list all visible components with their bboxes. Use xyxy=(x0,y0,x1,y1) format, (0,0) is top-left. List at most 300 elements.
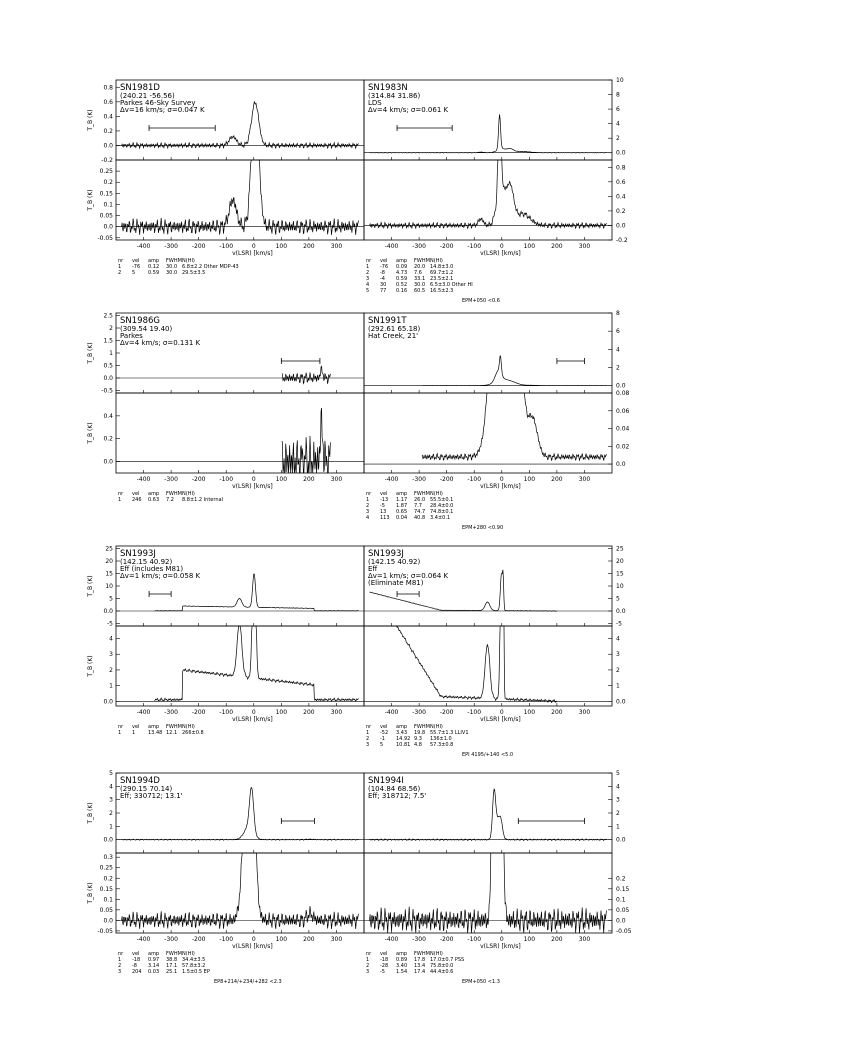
x-tick-label: -200 xyxy=(191,476,206,483)
x-axis-label: v(LSR) [km/s] xyxy=(232,250,273,257)
y-tick-label: 2 xyxy=(616,810,620,817)
spectrum-line xyxy=(422,393,607,461)
table-cell: 20.0 xyxy=(414,264,426,270)
table-header-cell: amp xyxy=(396,724,408,730)
table-cell: 13.48 xyxy=(148,730,163,736)
spectrum-line xyxy=(155,626,359,701)
y-tick-label: -0.2 xyxy=(616,237,628,244)
table-cell: 14.8±3.0 xyxy=(430,264,454,270)
y-tick-label: 15 xyxy=(616,570,624,578)
x-tick-label: 300 xyxy=(578,709,591,716)
y-tick-label: 0.1 xyxy=(103,896,113,904)
x-tick-label: -200 xyxy=(439,936,454,943)
table-cell: 2 xyxy=(366,503,370,509)
x-tick-label: -400 xyxy=(136,243,151,250)
spectrum-panel xyxy=(364,770,632,985)
table-cell: 23.5±2.1 xyxy=(430,276,454,282)
x-tick-label: 0 xyxy=(499,936,504,943)
table-cell: 0.03 xyxy=(148,969,160,975)
table-cell: 29.5±3.5 xyxy=(182,270,206,276)
table-cell: 16.5±2.3 xyxy=(430,288,454,294)
x-axis-label: v(LSR) [km/s] xyxy=(232,483,273,490)
table-cell: 74.7 xyxy=(414,509,426,515)
table-header-cell: nr xyxy=(118,724,124,730)
x-tick-label: 100 xyxy=(275,243,288,250)
y-tick-label: 0.0 xyxy=(103,917,113,925)
spectrum-line xyxy=(282,408,331,473)
table-header-cell: vel xyxy=(132,491,140,497)
table-header-cell: N(HI) xyxy=(182,724,195,730)
table-cell: 3.14 xyxy=(148,963,160,969)
table-cell: 17.4 xyxy=(414,969,426,975)
x-axis-label: v(LSR) [km/s] xyxy=(480,250,521,257)
y-tick-label: 2 xyxy=(616,364,620,372)
y-tick-label: 0.0 xyxy=(616,461,626,469)
x-tick-label: -400 xyxy=(136,936,151,943)
table-header-cell: nr xyxy=(366,491,372,497)
panel-info-line: (142.15 40.92) xyxy=(120,558,173,566)
table-cell: 1 xyxy=(118,957,122,963)
y-tick-label: 25 xyxy=(105,545,113,553)
y-tick-label: 0.15 xyxy=(616,885,630,893)
y-tick-label: 0.4 xyxy=(103,113,113,121)
y-tick-label: 0.25 xyxy=(99,168,113,176)
table-cell: 0.04 xyxy=(396,515,408,521)
x-tick-label: -300 xyxy=(412,243,426,250)
table-header-cell: vel xyxy=(132,724,140,730)
y-tick-label: 0.08 xyxy=(616,390,630,397)
bottom-panel-frame xyxy=(364,393,612,473)
table-cell: 1.87 xyxy=(396,503,408,509)
table-cell: 2 xyxy=(366,270,370,276)
table-cell: -8 xyxy=(132,963,137,969)
table-header-cell: FWHM xyxy=(414,491,430,497)
table-header-cell: amp xyxy=(148,258,160,264)
y-axis-label-top: T_B (K) xyxy=(87,575,94,597)
x-tick-label: 300 xyxy=(578,936,591,943)
y-tick-label: -5 xyxy=(616,620,622,628)
x-axis-label: v(LSR) [km/s] xyxy=(480,716,521,723)
y-tick-label: -0.5 xyxy=(101,387,113,395)
table-cell: 5 xyxy=(132,270,136,276)
x-tick-label: -100 xyxy=(219,243,234,250)
y-tick-label: 2 xyxy=(109,325,113,332)
x-axis-label: v(LSR) [km/s] xyxy=(232,716,273,723)
table-cell: 4.73 xyxy=(396,270,408,276)
table-header-cell: N(HI) xyxy=(182,491,195,497)
x-tick-label: -100 xyxy=(467,476,482,483)
table-cell: -8 xyxy=(380,270,385,276)
table-cell: 55.7±1.3 LLIV1 xyxy=(430,730,469,736)
y-tick-label: 8 xyxy=(616,310,620,317)
table-cell: 74.8±0.1 xyxy=(430,509,454,515)
spectrum-line xyxy=(370,114,607,153)
x-tick-label: -100 xyxy=(467,709,482,716)
panel-info-line: Eff; 330712; 13.1' xyxy=(120,792,183,800)
table-header-cell: vel xyxy=(132,951,140,957)
x-tick-label: 200 xyxy=(303,476,315,483)
panel-info-line: Δv=4 km/s; σ=0.061 K xyxy=(368,106,449,114)
y-tick-label: 0.0 xyxy=(103,223,113,231)
y-tick-label: 0.2 xyxy=(616,875,626,883)
x-tick-label: -300 xyxy=(412,936,426,943)
table-cell: 6.8±2.2 Other MDP-43 xyxy=(182,264,239,270)
table-footnote: EPM+050 <1.3 xyxy=(462,979,500,985)
y-tick-label: 4 xyxy=(616,346,620,354)
table-cell: 0.09 xyxy=(396,264,408,270)
table-cell: 14.92 xyxy=(396,736,411,742)
panel-info-line: Eff xyxy=(368,565,378,573)
y-tick-label: 0.2 xyxy=(103,875,113,883)
y-tick-label: 0.06 xyxy=(616,407,630,415)
panel-info-line: Δv=4 km/s; σ=0.131 K xyxy=(120,339,201,347)
y-tick-label: 10 xyxy=(616,583,624,590)
table-header-cell: amp xyxy=(396,491,408,497)
x-tick-label: -200 xyxy=(191,243,206,250)
y-tick-label: 0.2 xyxy=(616,207,626,215)
x-tick-label: -100 xyxy=(219,936,234,943)
y-tick-label: 0.2 xyxy=(103,127,113,135)
table-footnote: EP8+214/+234/+282 <2.3 xyxy=(214,979,282,985)
table-header-cell: FWHM xyxy=(414,951,430,957)
y-axis-label-bottom: T_B (K) xyxy=(87,422,94,444)
y-tick-label: 0.0 xyxy=(616,608,626,615)
table-cell: 44.4±0.6 xyxy=(430,969,454,975)
table-cell: 5 xyxy=(380,742,384,748)
y-tick-label: 0.4 xyxy=(616,193,626,201)
bottom-panel-frame xyxy=(364,626,612,706)
table-cell: 246 xyxy=(132,497,142,503)
y-tick-label: 20 xyxy=(616,558,624,565)
panel-info-line: (142.15 40.92) xyxy=(368,558,421,566)
table-cell: -28 xyxy=(380,963,389,969)
spectrum-panel xyxy=(87,313,364,504)
table-header-cell: vel xyxy=(380,724,388,730)
table-header-cell: N(HI) xyxy=(430,951,443,957)
table-header-cell: N(HI) xyxy=(182,258,195,264)
spectrum-panel xyxy=(364,310,630,531)
y-tick-label: 0.1 xyxy=(103,201,113,209)
table-cell: 0.59 xyxy=(148,270,160,276)
table-cell: 55.5±0.1 xyxy=(430,497,454,503)
panel-info-line: (240.21 -56.56) xyxy=(120,92,175,100)
table-cell: 30.0 xyxy=(166,270,178,276)
table-cell: 266±0.8 xyxy=(182,730,204,736)
table-cell: 1 xyxy=(366,497,370,503)
panel-info-line: Δv=1 km/s; σ=0.064 K xyxy=(368,572,449,580)
y-tick-label: 1.5 xyxy=(103,337,113,345)
y-tick-label: 0.5 xyxy=(103,362,113,370)
x-tick-label: 0 xyxy=(499,709,504,716)
y-axis-label-top: T_B (K) xyxy=(87,109,94,131)
y-tick-label: 0.04 xyxy=(616,425,630,433)
panel-info-line: (290.15 70.14) xyxy=(120,785,173,793)
supernova-name: SN1983N xyxy=(368,83,408,93)
table-header-cell: nr xyxy=(366,951,372,957)
y-tick-label: 0.15 xyxy=(99,885,113,893)
table-cell: 3.43 xyxy=(396,730,408,736)
table-header-cell: vel xyxy=(380,258,388,264)
x-tick-label: 300 xyxy=(330,936,343,943)
x-tick-label: -300 xyxy=(412,476,426,483)
x-axis-label: v(LSR) [km/s] xyxy=(480,943,521,950)
supernova-name: SN1993J xyxy=(368,549,404,559)
y-tick-label: 8 xyxy=(616,91,620,99)
table-cell: 3 xyxy=(366,276,370,282)
y-tick-label: 0.02 xyxy=(616,443,630,451)
table-cell: -18 xyxy=(380,957,389,963)
y-tick-label: 0.15 xyxy=(99,190,113,198)
x-tick-label: 300 xyxy=(578,476,591,483)
x-tick-label: 100 xyxy=(523,709,536,716)
table-header-cell: nr xyxy=(118,491,124,497)
y-tick-label: 0.0 xyxy=(616,382,626,390)
table-cell: 0.63 xyxy=(148,497,160,503)
x-tick-label: 200 xyxy=(551,936,563,943)
x-tick-label: -400 xyxy=(384,243,399,250)
table-header-cell: N(HI) xyxy=(430,491,443,497)
x-tick-label: -400 xyxy=(136,709,151,716)
x-tick-label: 0 xyxy=(499,243,504,250)
y-tick-label: 0.2 xyxy=(103,435,113,443)
y-tick-label: -0.05 xyxy=(97,927,113,935)
panel-info-line: Eff (includes M81) xyxy=(120,565,184,573)
table-cell: 3 xyxy=(118,969,122,975)
x-tick-label: 200 xyxy=(303,936,315,943)
table-cell: 2 xyxy=(366,963,370,969)
x-tick-label: -300 xyxy=(164,709,178,716)
supernova-name: SN1994I xyxy=(368,776,404,786)
table-cell: -5 xyxy=(380,503,385,509)
x-tick-label: -300 xyxy=(164,243,178,250)
x-tick-label: 0 xyxy=(251,709,256,716)
table-cell: 30.0 xyxy=(166,264,178,270)
table-header-cell: nr xyxy=(118,951,124,957)
spectrum-panel xyxy=(364,546,626,759)
spectrum-line xyxy=(122,853,359,929)
x-tick-label: 0 xyxy=(251,936,256,943)
table-cell: 204 xyxy=(132,969,142,975)
spectrum-line xyxy=(370,160,607,228)
table-header-cell: amp xyxy=(148,951,160,957)
table-cell: 7.2 xyxy=(166,497,174,503)
x-tick-label: 100 xyxy=(523,243,536,250)
table-cell: 9.3 xyxy=(414,736,422,742)
spectrum-panel xyxy=(364,77,628,304)
table-cell: 2 xyxy=(118,963,122,969)
x-tick-label: 300 xyxy=(330,243,343,250)
table-cell: 30 xyxy=(380,282,387,288)
panel-info-line: Parkes 46-Sky Survey xyxy=(120,99,196,107)
table-header-cell: FWHM xyxy=(166,258,182,264)
x-tick-label: 100 xyxy=(275,936,288,943)
x-tick-label: 200 xyxy=(303,709,315,716)
x-tick-label: 200 xyxy=(551,243,563,250)
y-tick-label: 3 xyxy=(109,796,113,804)
x-tick-label: 100 xyxy=(523,476,536,483)
panel-info-line: Hat Creek, 21' xyxy=(368,332,419,340)
y-axis-label-bottom: T_B (K) xyxy=(87,189,94,211)
x-tick-label: 100 xyxy=(275,709,288,716)
table-header-cell: nr xyxy=(366,258,372,264)
y-tick-label: 0.8 xyxy=(103,84,113,92)
table-cell: 0.16 xyxy=(396,288,408,294)
x-tick-label: 0 xyxy=(499,476,504,483)
y-tick-label: 0.0 xyxy=(616,836,626,844)
table-cell: 69.7±1.2 xyxy=(430,270,454,276)
y-tick-label: 2 xyxy=(616,666,620,674)
table-cell: 25.1 xyxy=(166,969,178,975)
x-tick-label: 200 xyxy=(303,243,315,250)
table-cell: 1.17 xyxy=(396,497,408,503)
table-cell: 1 xyxy=(132,730,136,736)
y-tick-label: 0.05 xyxy=(616,906,630,914)
y-tick-label: 1 xyxy=(109,350,113,357)
table-header-cell: vel xyxy=(132,258,140,264)
y-axis-label-top: T_B (K) xyxy=(87,802,94,824)
table-cell: 1 xyxy=(118,264,122,270)
table-cell: 30.0 xyxy=(414,282,426,288)
table-header-cell: FWHM xyxy=(414,724,430,730)
table-footnote: EPI 4195/+140 <5.0 xyxy=(462,752,514,758)
x-tick-label: -100 xyxy=(467,936,482,943)
x-tick-label: -300 xyxy=(164,476,178,483)
table-cell: 10.81 xyxy=(396,742,411,748)
x-tick-label: -100 xyxy=(467,243,482,250)
panel-info-line: (292.61 65.18) xyxy=(368,325,421,333)
table-header-cell: nr xyxy=(366,724,372,730)
table-header-cell: FWHM xyxy=(166,724,182,730)
table-cell: -1 xyxy=(380,736,385,742)
x-tick-label: 100 xyxy=(275,476,288,483)
table-header-cell: FWHM xyxy=(414,258,430,264)
panel-info-line: Eff; 318712; 7.5' xyxy=(368,792,427,800)
table-cell: 0.52 xyxy=(396,282,408,288)
table-footnote: EPM+280 <0.90 xyxy=(462,525,504,531)
x-tick-label: 300 xyxy=(330,709,343,716)
table-header-cell: FWHM xyxy=(166,951,182,957)
table-cell: 17.0±0.7 PSS xyxy=(430,957,465,963)
table-cell: 3.4±0.1 xyxy=(430,515,451,521)
table-cell: 1 xyxy=(118,497,122,503)
y-tick-label: 4 xyxy=(616,783,620,791)
panel-info-line: (Eliminate M81) xyxy=(368,579,424,587)
table-header-cell: amp xyxy=(148,724,160,730)
spectrum-panel xyxy=(87,546,364,737)
panel-info-line: Parkes xyxy=(120,332,143,340)
y-tick-label: 2 xyxy=(616,135,620,143)
table-cell: 60.5 xyxy=(414,288,426,294)
y-tick-label: 0.0 xyxy=(103,375,113,382)
y-tick-label: 0.8 xyxy=(616,164,626,172)
panel-info-line: LDS xyxy=(368,99,382,107)
y-tick-label: 5 xyxy=(616,595,620,603)
panel-info-line: Δv=16 km/s; σ=0.047 K xyxy=(120,106,205,114)
supernova-name: SN1986G xyxy=(120,316,160,326)
table-header-cell: FWHM xyxy=(166,491,182,497)
supernova-name: SN1993J xyxy=(120,549,156,559)
y-tick-label: -5 xyxy=(107,620,113,628)
y-tick-label: 0.1 xyxy=(616,896,626,904)
table-cell: 38.8 xyxy=(166,957,178,963)
y-tick-label: 0.0 xyxy=(103,836,113,844)
table-header-cell: amp xyxy=(396,951,408,957)
y-tick-label: 5 xyxy=(616,770,620,777)
y-axis-label-bottom: T_B (K) xyxy=(87,655,94,677)
x-tick-label: -200 xyxy=(439,709,454,716)
table-cell: 0.12 xyxy=(148,264,160,270)
table-cell: 13 xyxy=(380,509,387,515)
supernova-name: SN1981D xyxy=(120,83,160,93)
table-cell: 28.4±0.0 xyxy=(430,503,454,509)
table-header-cell: N(HI) xyxy=(182,951,195,957)
table-cell: 1 xyxy=(366,264,370,270)
table-cell: 6.5±3.0 Other HI xyxy=(430,282,473,288)
table-cell: 57.3±0.8 xyxy=(430,742,454,748)
table-cell: 7.7 xyxy=(414,503,422,509)
y-tick-label: 4 xyxy=(616,635,620,643)
y-tick-label: 0.0 xyxy=(616,917,626,925)
bottom-panel-frame xyxy=(116,626,364,706)
y-tick-label: 4 xyxy=(109,635,113,643)
table-header-cell: amp xyxy=(148,491,160,497)
table-cell: 77 xyxy=(380,288,387,294)
table-cell: 4.8 xyxy=(414,742,422,748)
y-tick-label: 1 xyxy=(109,823,113,831)
table-cell: -52 xyxy=(380,730,389,736)
table-cell: 7.6 xyxy=(414,270,422,276)
table-cell: 4 xyxy=(366,282,370,288)
y-tick-label: 6 xyxy=(616,106,620,114)
y-tick-label: 0.0 xyxy=(103,142,113,150)
x-tick-label: -400 xyxy=(384,936,399,943)
x-tick-label: 0 xyxy=(251,476,256,483)
table-cell: 0.97 xyxy=(148,957,160,963)
x-tick-label: 100 xyxy=(523,936,536,943)
y-tick-label: 0.05 xyxy=(99,212,113,220)
y-tick-label: 5 xyxy=(109,770,113,777)
x-tick-label: 300 xyxy=(578,243,591,250)
table-cell: -4 xyxy=(380,276,385,282)
x-tick-label: -200 xyxy=(191,709,206,716)
spectrum-line xyxy=(370,853,607,933)
spectrum-line xyxy=(282,366,331,384)
y-tick-label: 2 xyxy=(109,810,113,817)
table-cell: 1.54 xyxy=(396,969,408,975)
table-cell: 12.1 xyxy=(166,730,178,736)
table-cell: 0.59 xyxy=(396,276,408,282)
table-cell: 26.0 xyxy=(414,497,426,503)
y-tick-label: 0.3 xyxy=(103,854,113,862)
table-cell: 2 xyxy=(118,270,122,276)
table-cell: -76 xyxy=(380,264,389,270)
table-footnote: EPM+050 <0.6 xyxy=(462,298,500,304)
y-tick-label: 0.0 xyxy=(616,149,626,157)
table-cell: 1 xyxy=(366,730,370,736)
spectrum-line xyxy=(422,356,607,386)
supernova-name: SN1991T xyxy=(368,316,407,326)
table-cell: 13.4 xyxy=(414,963,426,969)
y-tick-label: 25 xyxy=(616,545,624,553)
y-tick-label: 1 xyxy=(616,682,620,690)
y-tick-label: 10 xyxy=(105,583,113,590)
spectrum-line xyxy=(122,160,359,235)
table-cell: 40.8 xyxy=(414,515,426,521)
table-cell: 1.5±0.5 EP xyxy=(182,969,210,975)
table-header-cell: N(HI) xyxy=(430,724,443,730)
y-tick-label: 2.5 xyxy=(103,312,113,320)
y-tick-label: 0.25 xyxy=(99,864,113,872)
